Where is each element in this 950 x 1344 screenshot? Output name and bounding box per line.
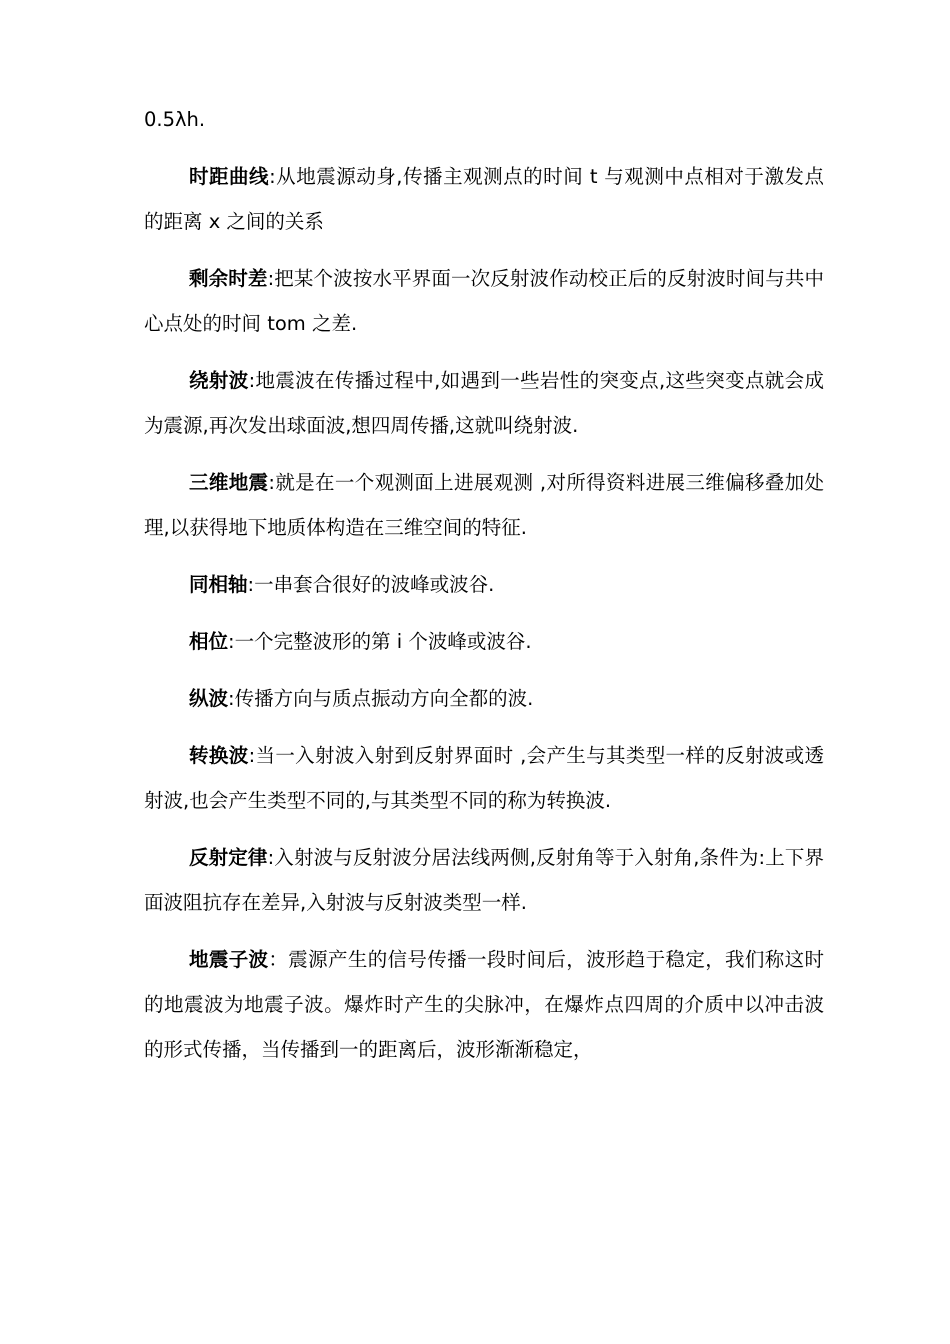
definition-body: :就是在一个观测面上进展观测 ,对所得资料进展三维偏移叠加处理,以获得地下地质体构造在三维空间的特征. [144, 471, 824, 539]
definition-term: 时距曲线 [189, 165, 270, 188]
definition-paragraph [144, 619, 824, 664]
definition-term: 反射定律 [189, 846, 268, 869]
definition-paragraph [144, 154, 824, 244]
definition-term: 地震子波 [189, 948, 269, 971]
definition-body: :从地震源动身,传播主观测点的时间 t 与观测中点相对于激发点的距离 x 之间的关系 [144, 165, 824, 233]
continuation-text: 0.5λh. [144, 108, 206, 131]
definition-paragraph [144, 835, 824, 925]
definition-paragraph [144, 256, 824, 346]
definition-paragraph [144, 733, 824, 823]
definition-body: :地震波在传播过程中,如遇到一些岩性的突变点,这些突变点就会成为震源,再次发出球面波,想四周传播,这就叫绕射波. [144, 369, 824, 437]
definition-term: 同相轴 [189, 573, 248, 596]
definition-paragraph [144, 358, 824, 448]
definition-term: 相位 [189, 630, 229, 653]
definition-paragraph [144, 937, 824, 1072]
definition-term: 纵波 [189, 687, 229, 710]
definition-term: 三维地震 [189, 471, 269, 494]
definition-body: :一个完整波形的第 i 个波峰或波谷. [228, 630, 532, 653]
definition-body: :把某个波按水平界面一次反射波作动校正后的反射波时间与共中心点处的时间 tom 之差. [144, 267, 824, 335]
document-body [144, 97, 824, 1084]
definition-paragraph [144, 460, 824, 550]
definition-body: ：震源产生的信号传播一段时间后，波形趋于稳定，我们称这时的地震波为地震子波。爆炸时产生的尖脉冲，在爆炸点四周的介质中以冲击波的形式传播，当传播到一的距离后，波形渐渐稳定， [144, 948, 824, 1061]
definition-term: 转换波 [189, 744, 249, 767]
definition-term: 绕射波 [189, 369, 249, 392]
definition-body: :传播方向与质点振动方向全都的波. [228, 687, 534, 710]
definition-body: :当一入射波入射到反射界面时 ,会产生与其类型一样的反射波或透射波,也会产生类型不同的,与其类型不同的称为转换波. [144, 744, 824, 812]
definition-paragraph [144, 562, 824, 607]
definition-term: 剩余时差 [189, 267, 268, 290]
definition-body: :入射波与反射波分居法线两侧,反射角等于入射角,条件为:上下界面波阻抗存在差异,入射波与反射波类型一样. [144, 846, 824, 914]
definition-paragraph [144, 676, 824, 721]
definition-body: :一串套合很好的波峰或波谷. [247, 573, 495, 596]
